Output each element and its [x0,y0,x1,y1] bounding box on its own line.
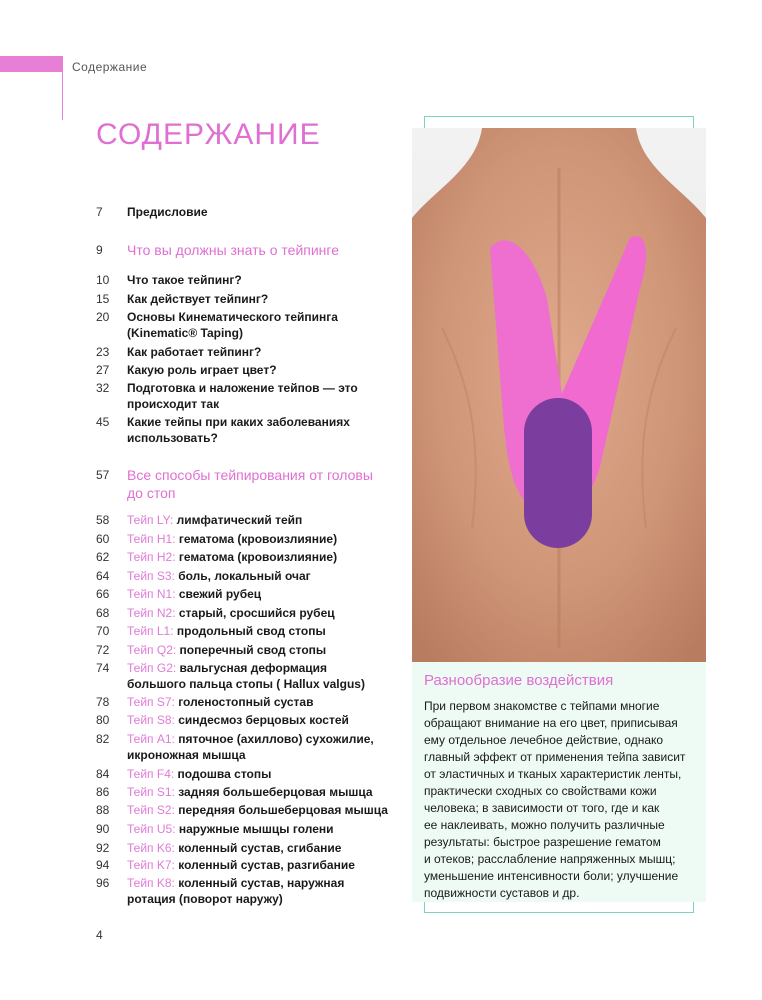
toc-title: Тейп N2: старый, сросшийся рубец [127,606,335,620]
tape-code: Тейп N1: [127,587,179,601]
purple-tape [524,398,592,548]
toc-title: Тейп A1: пяточное (ахиллово) сухожилие, икроножная мышца [127,732,374,762]
info-line: результаты: быстрое разрешение гематом [424,835,661,849]
toc-page-number: 70 [96,624,110,638]
toc-page-number: 45 [96,415,110,429]
tape-code: Тейп S3: [127,569,179,583]
info-line: подвижности суставов и др. [424,886,580,900]
toc-page-number: 92 [96,841,110,855]
toc-page-number: 94 [96,858,110,872]
toc-title: Тейп G2: вальгусная деформация большого пальца стопы ( Hallux valgus) [127,661,365,691]
info-text [424,698,700,902]
toc-title: Тейп Q2: поперечный свод стопы [127,643,327,657]
toc-page-number: 64 [96,569,110,583]
toc-title: Тейп K7: коленный сустав, разгибание [127,858,355,872]
tape-code: Тейп H1: [127,532,179,546]
toc-title: Тейп F4: подошва стопы [127,767,272,781]
info-title: Разнообразие воздействия [424,672,614,689]
tape-code: Тейп U5: [127,822,179,836]
header-accent-bar [0,56,62,72]
info-box [412,662,706,902]
info-line: При первом знакомстве с тейпами многие [424,699,660,713]
toc-page-number: 96 [96,876,110,890]
info-line: человека; в зависимости от того, где и как [424,801,660,815]
tape-code: Тейп S1: [127,785,179,799]
toc-page-number: 15 [96,292,110,306]
toc-title: Тейп L1: продольный свод стопы [127,624,326,638]
info-line: главный эффект от применения тейпа зависит [424,750,686,764]
toc-title: Тейп N1: свежий рубец [127,587,262,601]
toc-page-number: 7 [96,205,103,219]
toc-title: Предисловие [127,205,208,219]
tape-code: Тейп L1: [127,624,177,638]
toc-page-number: 68 [96,606,110,620]
toc-page-number: 57 [96,468,110,482]
toc-page-number: 58 [96,513,110,527]
toc-title: Тейп H1: гематома (кровоизлияние) [127,532,338,546]
toc-page-number: 84 [96,767,110,781]
tape-code: Тейп H2: [127,550,179,564]
tape-code: Тейп K7: [127,858,179,872]
toc-page-number: 27 [96,363,110,377]
back-illustration [412,128,706,662]
toc-page-number: 10 [96,273,110,287]
toc-page-number: 32 [96,381,110,395]
toc-page-number: 20 [96,310,110,324]
toc-title: Все способы тейпирования от головы до стоп [127,467,373,501]
toc-title: Тейп K8: коленный сустав, наружная ротация (поворот наружу) [127,876,345,906]
info-line: уменьшение интенсивности боли; улучшение [424,869,679,883]
tape-code: Тейп Q2: [127,643,180,657]
toc-title: Что такое тейпинг? [127,273,242,287]
running-header: Содержание [72,60,148,74]
info-line: ее наклеивать, можно получить различные [424,818,665,832]
tape-code: Тейп K8: [127,876,179,890]
info-line: и отеков; расслабление напряженных мышц; [424,852,676,866]
back-taping-photo [412,128,706,662]
toc-title: Тейп K6: коленный сустав, сгибание [127,841,342,855]
toc-page-number: 90 [96,822,110,836]
tape-code: Тейп S2: [127,803,179,817]
toc-title: Тейп S7: голеностопный сустав [127,695,314,709]
toc-page-number: 66 [96,587,110,601]
toc-title: Что вы должны знать о тейпинге [127,242,339,258]
toc-page-number: 23 [96,345,110,359]
toc-title: Тейп S1: задняя большеберцовая мышца [127,785,373,799]
toc-page-number: 9 [96,243,103,257]
tape-code: Тейп A1: [127,732,179,746]
toc-title: Подготовка и наложение тейпов — это происходит так [127,381,358,411]
toc-page-number: 72 [96,643,110,657]
toc-title: Тейп S2: передняя большеберцовая мышца [127,803,388,817]
toc-title: Тейп S8: синдесмоз берцовых костей [127,713,349,727]
toc-page-number: 62 [96,550,110,564]
toc-title: Основы Кинематического тейпинга (Kinematic® Taping) [127,310,338,340]
toc-page-number: 88 [96,803,110,817]
toc-title: Как работает тейпинг? [127,345,262,359]
info-line: от эластичных и тканых характеристик ленты, [424,767,682,781]
info-line: ему отдельное лечебное действие, однако [424,733,664,747]
toc-title: Тейп LY: лимфатический тейп [127,513,303,527]
toc-page-number: 86 [96,785,110,799]
tape-code: Тейп G2: [127,661,180,675]
toc-title: Тейп H2: гематома (кровоизлияние) [127,550,338,564]
tape-code: Тейп S7: [127,695,179,709]
toc-title: Тейп U5: наружные мышцы голени [127,822,334,836]
toc-page-number: 80 [96,713,110,727]
page-title: СОДЕРЖАНИЕ [96,118,321,151]
toc-page-number: 82 [96,732,110,746]
info-line: практически сходных со свойствами кожи [424,784,657,798]
toc-page-number: 78 [96,695,110,709]
tape-code: Тейп S8: [127,713,179,727]
toc-title: Какую роль играет цвет? [127,363,277,377]
info-line: обращают внимание на его цвет, приписывая [424,716,678,730]
toc-page-number: 60 [96,532,110,546]
toc-title: Какие тейпы при каких заболеваниях использовать? [127,415,350,445]
toc-page-number: 74 [96,661,110,675]
toc-title: Тейп S3: боль, локальный очаг [127,569,311,583]
tape-code: Тейп N2: [127,606,179,620]
toc-title: Как действует тейпинг? [127,292,269,306]
page-number: 4 [96,928,103,942]
tape-code: Тейп F4: [127,767,178,781]
tape-code: Тейп K6: [127,841,179,855]
header-rule [62,56,63,120]
tape-code: Тейп LY: [127,513,177,527]
